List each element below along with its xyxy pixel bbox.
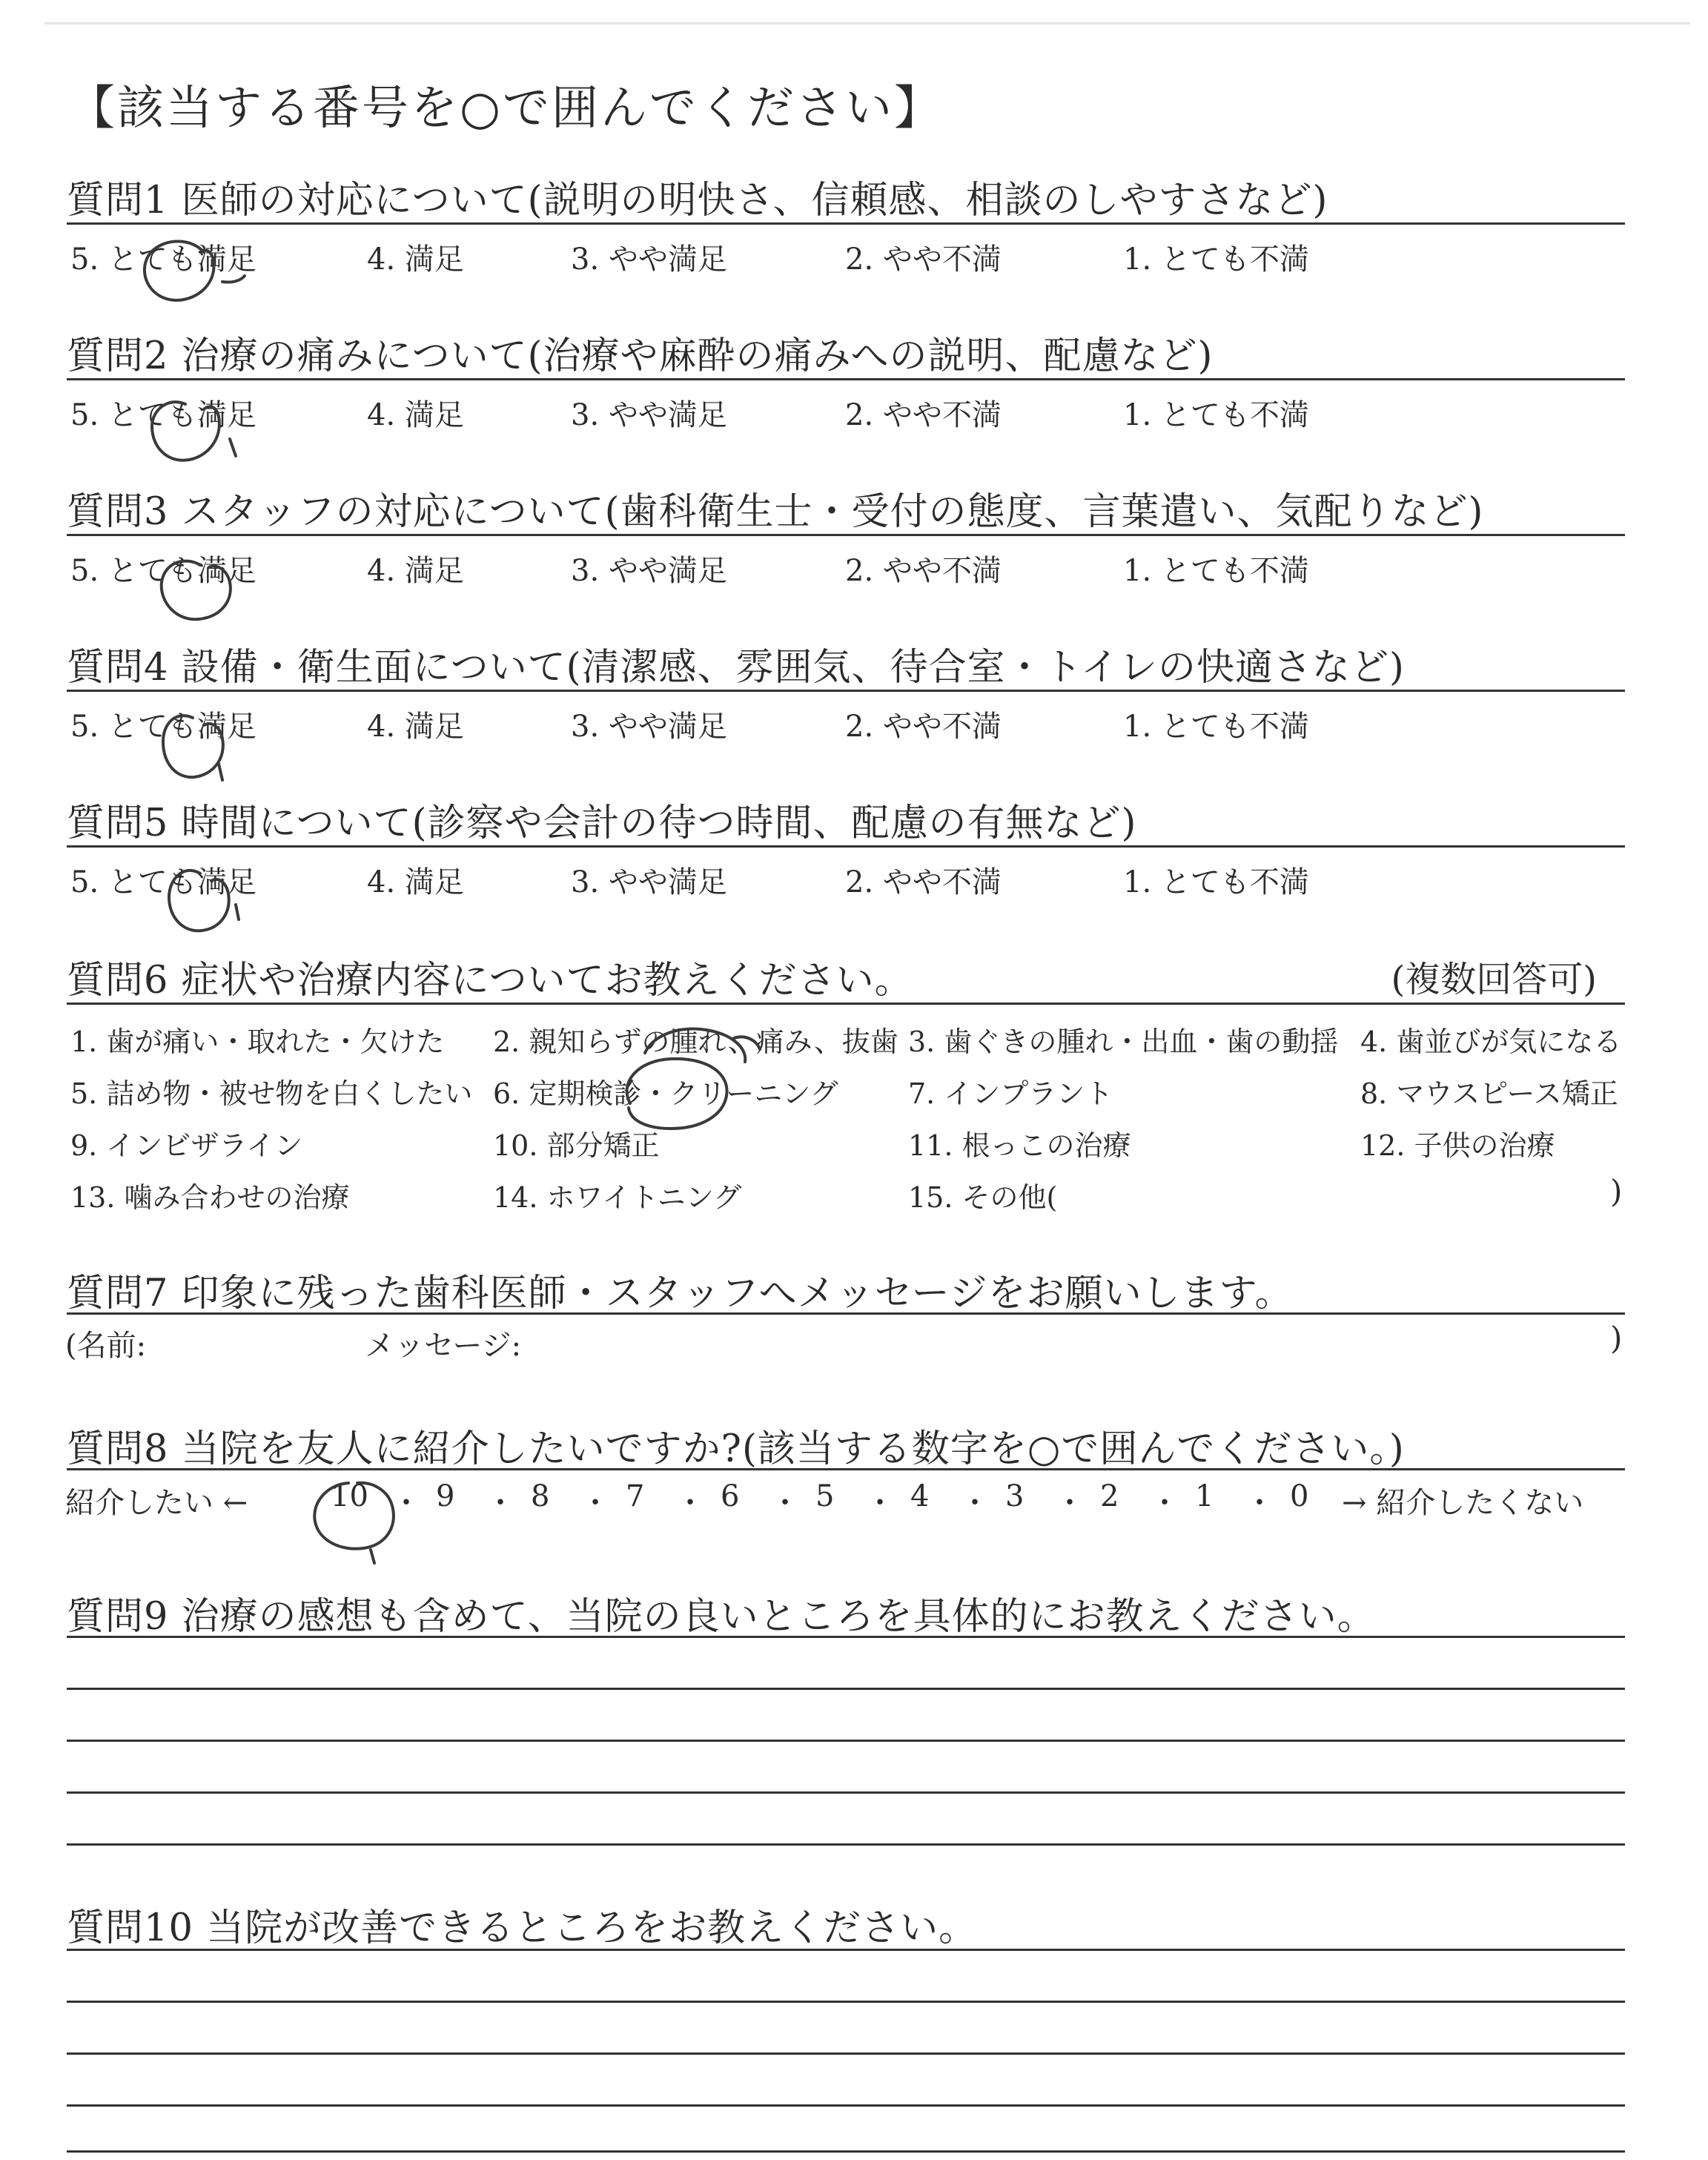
q3-option-1[interactable]: 1. とても不満 [1123, 554, 1309, 588]
q1-option-5[interactable]: 5. とても満足 [70, 242, 256, 277]
q10-writing-line[interactable] [67, 2001, 1625, 2003]
question-8-rule [67, 1468, 1625, 1470]
top-scan-edge [44, 22, 1690, 24]
q6-option-5[interactable]: 5. 詰め物・被せ物を白くしたい [70, 1077, 473, 1110]
q2-option-2[interactable]: 2. やや不満 [845, 398, 1002, 432]
q10-writing-line[interactable] [67, 1949, 1625, 1951]
question-2-rule [67, 378, 1625, 380]
q6-option-1[interactable]: 1. 歯が痛い・取れた・欠けた [70, 1025, 445, 1058]
question-4: 質問4 設備・衛生面について(清潔感、雰囲気、待合室・トイレの快適さなど) [67, 646, 1405, 690]
q3-option-5[interactable]: 5. とても満足 [70, 554, 256, 588]
q6-option-10[interactable]: 10. 部分矯正 [493, 1129, 660, 1162]
q8-right-label: → 紹介したくない [1342, 1486, 1584, 1520]
q6-option-6[interactable]: 6. 定期検診・クリーニング [493, 1077, 838, 1110]
q10-writing-line[interactable] [67, 2150, 1625, 2153]
q8-separator: ・ [1245, 1486, 1274, 1520]
question-3: 質問3 スタッフの対応について(歯科衛生士・受付の態度、言葉遣い、気配りなど) [67, 490, 1484, 534]
q3-option-2[interactable]: 2. やや不満 [845, 554, 1002, 588]
question-8: 質問8 当院を友人に紹介したいですか?(該当する数字を○で囲んでください。) [67, 1427, 1405, 1471]
page-title: 【該当する番号を○で囲んでください】 [68, 81, 943, 135]
q4-option-5[interactable]: 5. とても満足 [70, 710, 256, 744]
q10-writing-line[interactable] [67, 2052, 1625, 2055]
question-6-rule [67, 1003, 1625, 1005]
q6-option-7[interactable]: 7. インプラント [908, 1077, 1113, 1110]
q8-separator: ・ [770, 1486, 800, 1520]
question-2: 質問2 治療の痛みについて(治療や麻酔の痛みへの説明、配慮など) [67, 334, 1214, 378]
q6-option-11[interactable]: 11. 根っこの治療 [908, 1129, 1131, 1162]
q1-option-1[interactable]: 1. とても不満 [1123, 242, 1309, 277]
q6-option-2[interactable]: 2. 親知らずの腫れ、痛み、抜歯 [493, 1025, 898, 1058]
q8-value-5[interactable]: 5 [815, 1479, 835, 1513]
q8-value-3[interactable]: 3 [1005, 1479, 1025, 1513]
q6-option-4[interactable]: 4. 歯並びが気になる [1360, 1025, 1622, 1058]
q6-option-15[interactable]: 15. その他( [908, 1181, 1058, 1214]
q5-option-5[interactable]: 5. とても満足 [70, 865, 256, 899]
question-6: 質問6 症状や治療内容についてお教えください。 [67, 959, 913, 1003]
q7-message-label[interactable]: メッセージ: [365, 1329, 522, 1363]
q7-name-label[interactable]: (名前: [65, 1329, 147, 1363]
q6-option-12[interactable]: 12. 子供の治療 [1360, 1129, 1555, 1162]
q8-value-2[interactable]: 2 [1100, 1479, 1119, 1513]
q2-option-1[interactable]: 1. とても不満 [1123, 398, 1309, 432]
q4-option-4[interactable]: 4. 満足 [367, 710, 464, 744]
q9-writing-line[interactable] [67, 1636, 1625, 1638]
q8-separator: ・ [391, 1486, 421, 1520]
q6-option-8[interactable]: 8. マウスピース矯正 [1360, 1077, 1618, 1110]
question-7-rule [67, 1312, 1625, 1315]
q6-option-13[interactable]: 13. 噛み合わせの治療 [70, 1181, 350, 1214]
question-5: 質問5 時間について(診察や会計の待つ時間、配慮の有無など) [67, 802, 1137, 845]
q4-option-1[interactable]: 1. とても不満 [1123, 710, 1309, 744]
q1-option-3[interactable]: 3. やや満足 [571, 242, 727, 277]
q4-option-3[interactable]: 3. やや満足 [571, 710, 727, 744]
q9-writing-line[interactable] [67, 1688, 1625, 1690]
question-10: 質問10 当院が改善できるところをお教えください。 [67, 1906, 978, 1950]
q5-option-4[interactable]: 4. 満足 [367, 865, 464, 899]
q2-option-3[interactable]: 3. やや満足 [571, 398, 727, 432]
question-3-rule [67, 534, 1625, 536]
q10-writing-line[interactable] [67, 2104, 1625, 2107]
q4-option-2[interactable]: 2. やや不満 [845, 710, 1002, 744]
q8-separator: ・ [1150, 1486, 1179, 1520]
q8-value-7[interactable]: 7 [626, 1479, 645, 1513]
question-7: 質問7 印象に残った歯科医師・スタッフへメッセージをお願いします。 [67, 1272, 1294, 1315]
q5-option-2[interactable]: 2. やや不満 [845, 865, 1002, 899]
q8-separator: ・ [865, 1486, 895, 1520]
q1-option-4[interactable]: 4. 満足 [367, 242, 464, 277]
q6-option-14[interactable]: 14. ホワイトニング [493, 1181, 742, 1214]
q8-value-0[interactable]: 0 [1290, 1479, 1309, 1513]
q8-separator: ・ [1055, 1486, 1085, 1520]
q8-separator: ・ [486, 1486, 515, 1520]
q6-option-15-close: ) [1610, 1173, 1623, 1209]
question-9: 質問9 治療の感想も含めて、当院の良いところを具体的にお教えください。 [67, 1595, 1376, 1639]
q8-left-label: 紹介したい ← [65, 1486, 248, 1520]
q8-separator: ・ [960, 1486, 990, 1520]
q5-option-1[interactable]: 1. とても不満 [1123, 865, 1309, 899]
q3-option-3[interactable]: 3. やや満足 [571, 554, 727, 588]
q8-value-8[interactable]: 8 [531, 1479, 550, 1513]
question-6-note: (複数回答可) [1391, 959, 1597, 1000]
q2-option-4[interactable]: 4. 満足 [367, 398, 464, 432]
question-1: 質問1 医師の対応について(説明の明快さ、信頼感、相談のしやすさなど) [67, 179, 1328, 222]
q8-value-6[interactable]: 6 [721, 1479, 740, 1513]
q8-value-10[interactable]: 10 [331, 1479, 368, 1513]
q8-separator: ・ [675, 1486, 705, 1520]
q2-option-5[interactable]: 5. とても満足 [70, 398, 256, 432]
q1-option-2[interactable]: 2. やや不満 [845, 242, 1002, 277]
question-1-rule [67, 222, 1625, 225]
q3-option-4[interactable]: 4. 満足 [367, 554, 464, 588]
q9-writing-line[interactable] [67, 1791, 1625, 1794]
q9-writing-line[interactable] [67, 1740, 1625, 1742]
q7-close-paren: ) [1610, 1320, 1623, 1356]
q8-value-9[interactable]: 9 [436, 1479, 455, 1513]
question-5-rule [67, 845, 1625, 848]
q8-separator: ・ [580, 1486, 610, 1520]
q8-value-4[interactable]: 4 [910, 1479, 930, 1513]
q9-writing-line[interactable] [67, 1843, 1625, 1846]
q6-option-9[interactable]: 9. インビザライン [70, 1129, 303, 1162]
q5-option-3[interactable]: 3. やや満足 [571, 865, 727, 899]
q6-option-3[interactable]: 3. 歯ぐきの腫れ・出血・歯の動揺 [908, 1025, 1339, 1058]
q8-value-1[interactable]: 1 [1195, 1479, 1214, 1513]
question-4-rule [67, 690, 1625, 692]
